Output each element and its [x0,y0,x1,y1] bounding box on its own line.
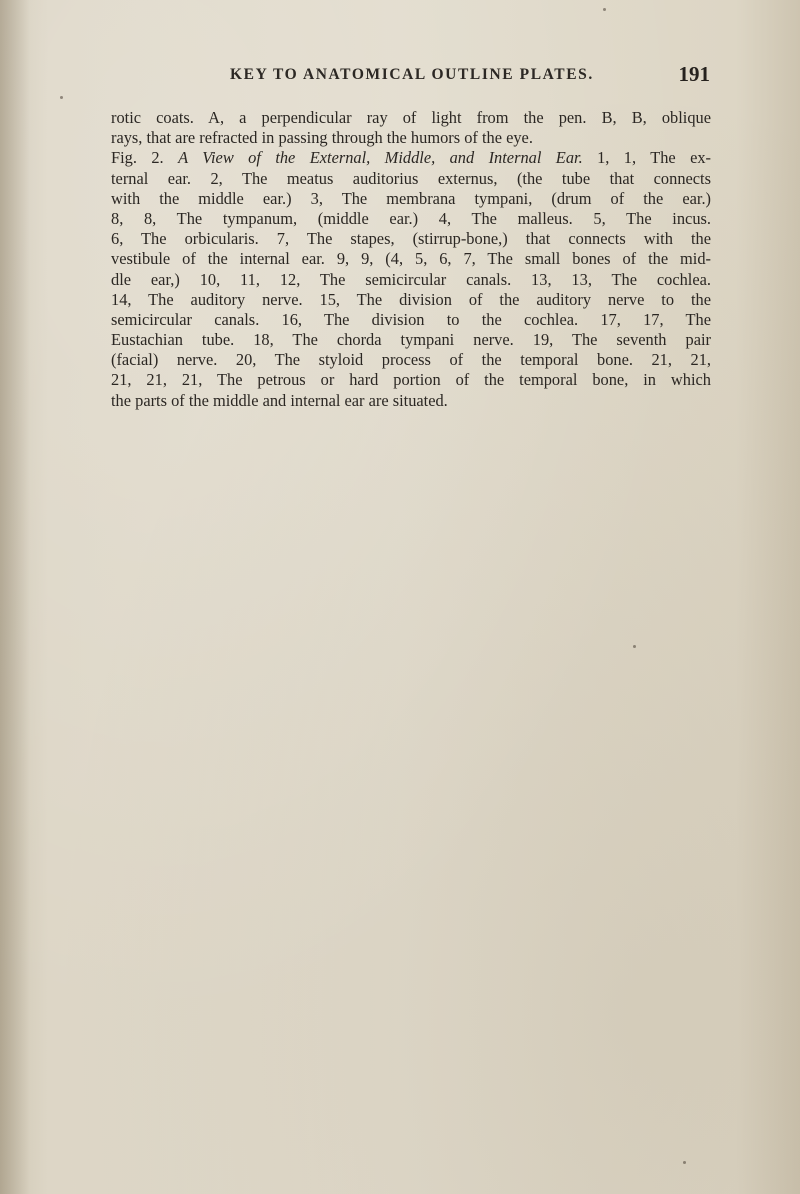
text-line: vestibule of the internal ear. 9, 9, (4, 5, 6, 7, The small bones of the mid- [111,249,711,269]
text-line: with the middle ear.) 3, The membrana tympani, (drum of the ear.) [111,188,711,208]
text-line: rays, that are refracted in passing through the humors of the eye. [111,128,533,148]
text-line: semicircular canals. 16, The division to the cochlea. 17, 17, The [111,309,711,329]
body-text [111,108,711,411]
paper-speck [603,8,606,11]
paper-speck [683,1161,686,1164]
text-line: 8, 8, The tympanum, (middle ear.) 4, The malleus. 5, The incus. [111,208,711,228]
text-line: 6, The orbicularis. 7, The stapes, (stirrup-bone,) that connects with the [111,229,711,249]
text-line: dle ear,) 10, 11, 12, The semicircular canals. 13, 13, The cochlea. [111,269,711,289]
text-line: (facial) nerve. 20, The styloid process of the temporal bone. 21, 21, [111,350,711,370]
page-number: 191 [678,62,710,86]
text-line-fig2 [111,148,711,168]
spine-shadow [0,0,30,1194]
text-line: 21, 21, 21, The petrous or hard portion of the temporal bone, in which [111,370,711,390]
fig2-prefix: Fig. 2. [111,148,179,168]
running-head-title: KEY TO ANATOMICAL OUTLINE PLATES. [230,66,594,83]
paper-speck [60,96,63,99]
paper-speck [633,645,636,648]
fig2-title: A View of the External, Middle, and Internal Ear. [178,148,583,168]
text-line: the parts of the middle and internal ear are situated. [111,390,448,410]
running-head [230,62,710,88]
fig2-suffix: 1, 1, The ex- [582,148,712,168]
text-line: ternal ear. 2, The meatus auditorius externus, (the tube that connects [111,168,711,188]
text-line: 14, The auditory nerve. 15, The division of the auditory nerve to the [111,289,711,309]
text-line: rotic coats. A, a perpendicular ray of light from the pen. B, B, oblique [111,108,711,127]
text-line: Eustachian tube. 18, The chorda tympani nerve. 19, The seventh pair [111,330,711,350]
